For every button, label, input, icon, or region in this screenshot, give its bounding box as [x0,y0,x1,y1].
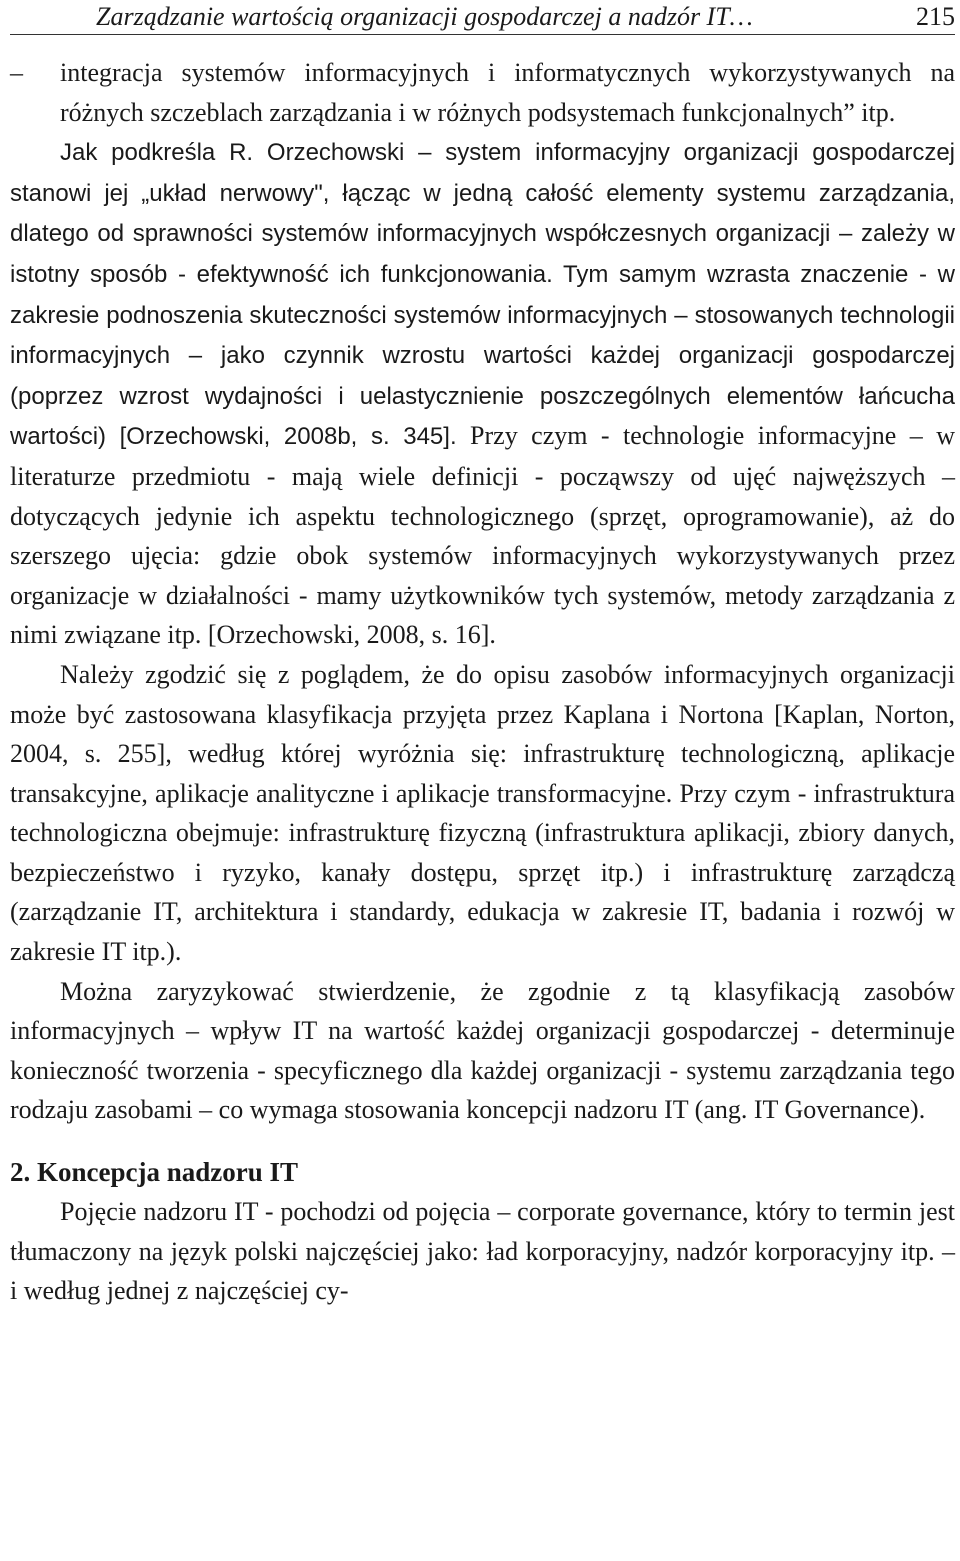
document-page [10,0,955,1311]
running-title: Zarządzanie wartością organizacji gospodarczej a nadzór IT… [96,2,753,31]
page-number: 215 [916,2,955,31]
paragraph-classification: Można zaryzykować stwierdzenie, że zgodnie z tą klasyfikacją zasobów informacyjnych – wpływ IT na wartość każdej organizacji gospodarczej - determinuje konieczność tworzenia - specyficznego dla każdej organizacji - systemu zarządzania tego rodzaju zasobami – co wymaga stosowania koncepcji nadzoru IT (ang. IT Governance). [10,976,955,1125]
running-header [10,0,955,35]
section-paragraph: Pojęcie nadzoru IT - pochodzi od pojęcia – corporate governance, który to termin jest tłumaczony na język polski najczęściej jako: ład korporacyjny, nadzór korporacyjny itp. – i według jednej z najczęściej cy- [10,1197,955,1306]
paragraph-kaplan-norton: Należy zgodzić się z poglądem, że do opisu zasobów informacyjnych organizacji może być zastosowana klasyfikacja przyjęta przez Kaplana i Nortona [Kaplan, Norton, 2004, s. 255], według której wyróżnia się: infrastrukturę technologiczną, aplikacje transakcyjne, aplikacje analityczne i aplikacje transformacyjne. Przy czym - infrastruktura technologiczna obejmuje: infrastrukturę fizyczną (infrastruktura aplikacji, zbiory danych, bezpieczeństwo i ryzyko, kanały dostępu, sprzęt itp.) i infrastrukturę zarządczą (zarządzanie IT, architektura i standardy, edukacja w zakresie IT, badania i rozwój w zakresie IT itp.). [10,659,955,967]
list-bullet: – [10,58,23,87]
section-heading: 2. Koncepcja nadzoru IT [10,1157,299,1188]
paragraph-run-sans: Jak podkreśla R. Orzechowski – system informacyjny organizacji gospodarczej stanowi jej „układ nerwowy", łącząc w jedną całość elementy systemu zarządzania, dlatego od sprawności systemów informacyjnych współczesnych organizacji – zależy w istotny sposób - efektywność ich funkcjonowania. Tym samym wzrasta znaczenie - w zakresie podnoszenia skuteczności systemów informacyjnych – stosowanych technologii informacyjnych – jako czynnik wzrostu wartości każdej organizacji gospodarczej (poprzez wzrost wydajności i uelastycznienie poszczególnych elementów łańcucha wartości) [Orzechowski, 2008b, s. 345]. [10,139,955,451]
paragraph-run-serif: Przy czym - technologie informacyjne – w literaturze przedmiotu - mają wiele definicji - począwszy od ujęć najwęższych – dotyczących jedynie ich aspektu technologicznego (sprzęt, oprogramowanie), aż do szerszego ujęcia: gdzie obok systemów informacyjnych wykorzystywanych przez organizacje w działalności - mamy użytkowników tych systemów, metody zarządzania z nimi związane itp. [Orzechowski, 2008, s. 16]. [10,421,955,650]
list-item-text: integracja systemów informacyjnych i informatycznych wykorzystywanych na różnych szczeblach zarządzania i w różnych podsystemach funkcjonalnych” itp. [60,58,955,127]
list-item [10,53,955,132]
paragraph-orzechowski [10,132,955,655]
